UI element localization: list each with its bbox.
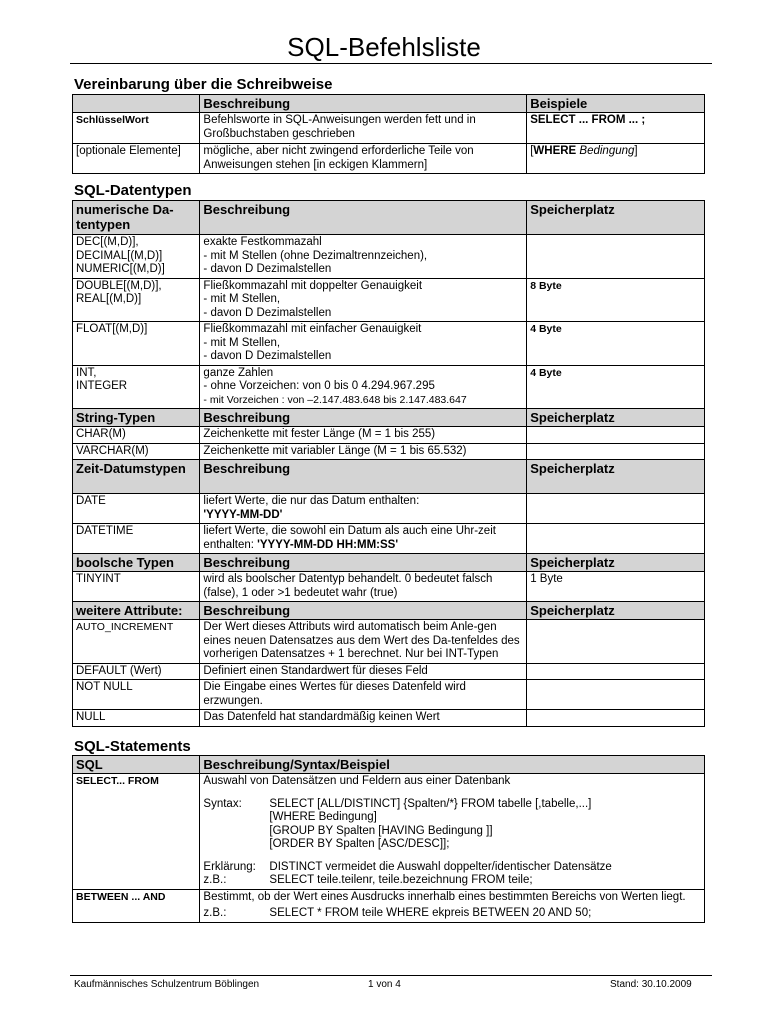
type-name: NUMERIC[(M,D)]	[76, 263, 165, 275]
table-header-row	[73, 409, 705, 427]
header-cell: Beschreibung	[200, 201, 527, 235]
type-name: DEC[(M,D)],	[76, 236, 139, 248]
table-cell: Zeichenkette mit variabler Länge (M = 1 bis 65.532)	[200, 443, 527, 460]
example-block	[203, 874, 701, 888]
desc-line: Fließkommazahl mit doppelter Genauigkeit	[203, 279, 423, 292]
syntax-label: Syntax:	[203, 797, 242, 810]
table-cell	[73, 235, 200, 279]
desc-line: - mit M Stellen,	[203, 293, 281, 305]
header-cell: Speicherplatz	[527, 602, 705, 620]
table-cell	[200, 524, 527, 554]
table-cell	[200, 889, 705, 922]
desc-line: - mit M Stellen,	[203, 336, 281, 349]
table-cell	[527, 427, 705, 444]
footer-date: Stand: 30.10.2009	[610, 979, 692, 990]
table-cell: 8 Byte	[527, 278, 705, 322]
table-row	[73, 572, 705, 602]
desc-line: - davon D Dezimalstellen	[203, 350, 332, 362]
section-heading-statements: SQL-Statements	[74, 738, 191, 755]
table-cell: NULL	[73, 710, 200, 727]
type-name: FLOAT[(M,D)]	[76, 323, 148, 335]
table-row	[73, 144, 705, 174]
explanation-label: Erklärung:	[203, 860, 256, 873]
table-cell	[527, 443, 705, 460]
table-cell: AUTO_INCREMENT	[73, 620, 200, 664]
table-row	[73, 365, 705, 409]
table-header-row	[73, 201, 705, 235]
table-cell: Befehlsworte in SQL-Anweisungen werden fett und in Großbuchstaben geschrieben	[200, 113, 527, 144]
table-cell	[200, 235, 527, 279]
table-row	[73, 322, 705, 366]
table-row	[73, 494, 705, 524]
type-name: REAL[(M,D)]	[76, 293, 142, 305]
header-cell: SQL	[73, 756, 200, 774]
table-cell	[527, 524, 705, 554]
desc-line: - davon D Dezimalstellen	[203, 263, 332, 275]
desc-line: liefert Werte, die sowohl ein Datum als auch eine Uhr-zeit enthalten:	[203, 525, 496, 551]
table-cell: Der Wert dieses Attributs wird automatisch beim Anle-gen eines neuen Datensatzes aus dem Wert des Da-tenfeldes des vorherigen Datensatzes + 1 berechnet. Nur bei INT-Typen	[200, 620, 527, 664]
header-cell: numerische Da-tentypen	[73, 201, 200, 235]
table-cell	[527, 494, 705, 524]
table-cell: 4 Byte	[527, 322, 705, 366]
header-cell: Speicherplatz	[527, 554, 705, 572]
table-cell	[200, 278, 527, 322]
header-cell: boolsche Typen	[73, 554, 200, 572]
header-cell: weitere Attribute:	[73, 602, 200, 620]
example-text: SELECT teile.teilenr, teile.bezeichnung FROM teile;	[269, 874, 533, 886]
table-cell: DATE	[73, 494, 200, 524]
header-cell: Beschreibung	[200, 95, 527, 113]
header-cell: Beschreibung	[200, 409, 527, 427]
table-cell	[527, 235, 705, 279]
table-row	[73, 278, 705, 322]
header-cell: Beispiele	[527, 95, 705, 113]
table-cell: NOT NULL	[73, 680, 200, 710]
table-cell	[200, 494, 527, 524]
table-cell	[200, 322, 527, 366]
table-row	[73, 235, 705, 279]
table-cell: DATETIME	[73, 524, 200, 554]
table-header-row	[73, 460, 705, 494]
desc-line: - mit Vorzeichen : von –2.147.483.648 bis 2.147.483.647	[203, 393, 467, 406]
bracket-open: [	[530, 145, 534, 157]
table-row	[73, 427, 705, 444]
syntax-line: [ORDER BY Spalten [ASC/DESC]];	[269, 838, 450, 850]
type-name: DECIMAL[(M,D)]	[76, 249, 163, 262]
table-row	[73, 774, 705, 890]
table-cell	[527, 620, 705, 664]
table-cell: Die Eingabe eines Wertes für dieses Datenfeld wird erzwungen.	[200, 680, 527, 710]
table-header-row	[73, 756, 705, 774]
desc-line: - ohne Vorzeichen: von 0 bis 0 4.294.967.295	[203, 380, 435, 392]
table-cell: wird als boolscher Datentyp behandelt. 0 bedeutet falsch (false), 1 oder >1 bedeutet wahr (true)	[200, 572, 527, 602]
table-header-row	[73, 554, 705, 572]
desc-line: - davon D Dezimalstellen	[203, 306, 332, 319]
table-cell	[73, 365, 200, 409]
example-label: z.B.:	[203, 874, 227, 886]
table-cell	[73, 278, 200, 322]
example-text: SELECT * FROM teile WHERE ekpreis BETWEEN 20 AND 50;	[269, 907, 592, 919]
header-cell: Speicherplatz	[527, 409, 705, 427]
schreibweise-table	[72, 94, 705, 174]
example-block	[203, 907, 701, 921]
table-cell	[527, 144, 705, 174]
header-cell: Zeit-Datumstypen	[73, 460, 200, 494]
format-string: 'YYYY-MM-DD'	[203, 508, 283, 521]
header-cell: String-Typen	[73, 409, 200, 427]
explanation-text: DISTINCT vermeidet die Auswahl doppelter/identischer Datensätze	[269, 860, 612, 873]
statement-description: Bestimmt, ob der Wert eines Ausdrucks innerhalb eines bestimmten Bereichs von Werten liegt.	[203, 890, 686, 903]
desc-line: Fließkommazahl mit einfacher Genauigkeit	[203, 323, 422, 335]
type-name: DOUBLE[(M,D)],	[76, 279, 162, 292]
table-cell: DEFAULT (Wert)	[73, 663, 200, 680]
table-cell: SELECT... FROM	[73, 774, 200, 890]
header-cell: Beschreibung	[200, 460, 527, 494]
desc-line: ganze Zahlen	[203, 366, 274, 379]
header-cell: Beschreibung	[200, 554, 527, 572]
bedingung-text: Bedingung	[576, 145, 635, 157]
bracket-close: ]	[634, 145, 638, 157]
footer-divider	[70, 975, 712, 976]
table-cell	[73, 322, 200, 366]
table-cell: 1 Byte	[527, 572, 705, 602]
header-cell: Beschreibung	[200, 602, 527, 620]
page-title: SQL-Befehlsliste	[287, 32, 481, 62]
table-cell: 4 Byte	[527, 365, 705, 409]
table-header-row	[73, 95, 705, 113]
table-cell: Definiert einen Standardwert für dieses Feld	[200, 663, 527, 680]
table-header-row	[73, 602, 705, 620]
table-cell: [optionale Elemente]	[73, 144, 200, 174]
desc-line: exakte Festkommazahl	[203, 236, 322, 248]
table-cell: Zeichenkette mit fester Länge (M = 1 bis 255)	[200, 427, 527, 444]
header-cell	[73, 95, 200, 113]
where-keyword: WHERE	[533, 145, 577, 157]
header-cell: Speicherplatz	[527, 460, 705, 494]
table-row	[73, 443, 705, 460]
datentypen-table	[72, 200, 705, 727]
table-cell	[527, 663, 705, 680]
table-cell: TINYINT	[73, 572, 200, 602]
header-cell: Speicherplatz	[527, 201, 705, 235]
syntax-line: SELECT [ALL/DISTINCT] {Spalten/*} FROM tabelle [,tabelle,...]	[269, 797, 592, 810]
statement-description: Auswahl von Datensätzen und Feldern aus einer Datenbank	[203, 775, 511, 787]
type-name: INT,	[76, 366, 97, 379]
header-cell: Beschreibung/Syntax/Beispiel	[200, 756, 705, 774]
format-string: 'YYYY-MM-DD HH:MM:SS'	[257, 538, 399, 551]
table-cell	[200, 365, 527, 409]
table-row	[73, 524, 705, 554]
type-name: INTEGER	[76, 380, 128, 392]
section-heading-datentypen: SQL-Datentypen	[74, 182, 192, 199]
table-row	[73, 710, 705, 727]
syntax-line: [WHERE Bedingung]	[269, 811, 377, 823]
table-row	[73, 663, 705, 680]
footer-school: Kaufmännisches Schulzentrum Böblingen	[74, 979, 260, 990]
keyword-label: SchlüsselWort	[76, 114, 149, 126]
table-row	[73, 680, 705, 710]
table-row	[73, 620, 705, 664]
explanation-block	[203, 861, 701, 875]
statements-table	[72, 755, 705, 923]
desc-line: - mit M Stellen (ohne Dezimaltrennzeichen),	[203, 249, 428, 262]
syntax-block	[203, 798, 701, 852]
example-label: z.B.:	[203, 907, 227, 919]
table-cell: SELECT ... FROM ... ;	[527, 113, 705, 144]
table-cell	[73, 113, 200, 144]
table-cell	[527, 710, 705, 727]
table-row	[73, 889, 705, 922]
section-heading-schreibweise: Vereinbarung über die Schreibweise	[74, 76, 333, 93]
table-cell: VARCHAR(M)	[73, 443, 200, 460]
table-cell: mögliche, aber nicht zwingend erforderliche Teile von Anweisungen stehen [in eckigen Klammern]	[200, 144, 527, 174]
table-cell	[200, 774, 705, 890]
table-row	[73, 113, 705, 144]
table-cell: Das Datenfeld hat standardmäßig keinen Wert	[200, 710, 527, 727]
table-cell: CHAR(M)	[73, 427, 200, 444]
footer-page-number: 1 von 4	[368, 979, 401, 990]
title-divider	[70, 63, 712, 64]
syntax-line: [GROUP BY Spalten [HAVING Bedingung ]]	[269, 824, 493, 837]
table-cell: BETWEEN ... AND	[73, 889, 200, 922]
desc-line: liefert Werte, die nur das Datum enthalten:	[203, 495, 420, 507]
table-cell	[527, 680, 705, 710]
